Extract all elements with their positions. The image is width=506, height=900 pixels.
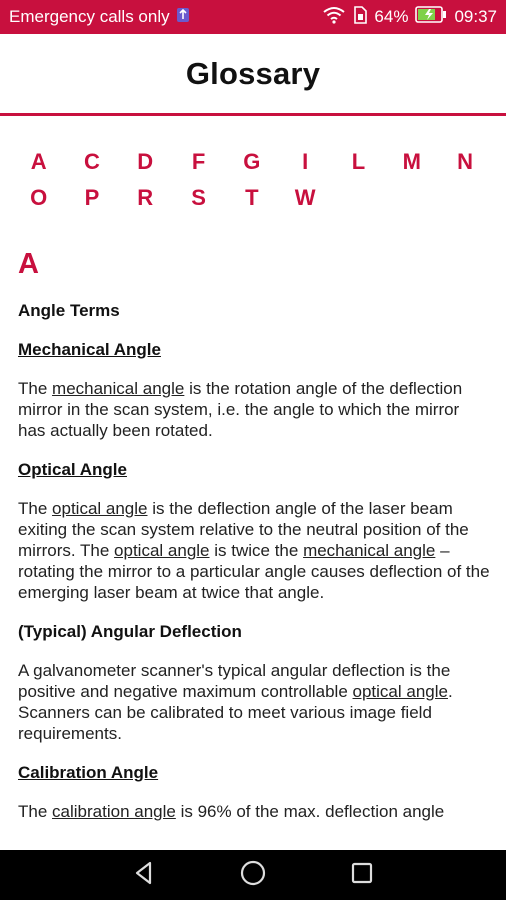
status-left: [9, 7, 190, 28]
definition-paragraph: [18, 660, 490, 744]
subheading: Angle Terms: [18, 301, 120, 320]
back-button[interactable]: [124, 855, 164, 895]
alphabet-letter-l[interactable]: L: [351, 149, 366, 174]
alphabet-letter-r[interactable]: R: [137, 185, 154, 210]
alphabet-letter-m[interactable]: M: [402, 149, 421, 174]
status-right: [322, 6, 497, 29]
alphabet-letter-i[interactable]: I: [302, 149, 309, 174]
section-body: [18, 300, 490, 840]
term-link[interactable]: optical angle: [52, 499, 148, 518]
term-link[interactable]: optical angle: [114, 541, 210, 560]
wifi-icon: [322, 6, 346, 29]
battery-charging-icon: [415, 6, 447, 28]
home-icon: [239, 859, 267, 892]
term-heading: Optical Angle: [18, 460, 127, 479]
alphabet-letter-f[interactable]: F: [191, 149, 206, 174]
status-bar: [0, 0, 506, 34]
usb-debug-icon: [176, 7, 190, 28]
page-title: Glossary: [185, 55, 321, 91]
alphabet-letter-c[interactable]: C: [84, 149, 100, 174]
alphabet-letter-s[interactable]: S: [191, 185, 206, 210]
battery-percent: 64%: [374, 7, 409, 26]
text-span: is the rotation angle of the deflection mirror in the scan system, i.e. the angle to which the mirror has actually been rotated.: [18, 379, 463, 440]
term-heading: (Typical) Angular Deflection: [18, 622, 242, 641]
definition-paragraph: [18, 378, 490, 441]
recents-icon: [350, 861, 374, 890]
alphabet-letter-a[interactable]: A: [30, 149, 47, 174]
alphabet-letter-t[interactable]: T: [245, 185, 259, 210]
alphabet-letter-d[interactable]: D: [137, 149, 154, 174]
text-span: The: [18, 379, 53, 398]
glossary-content[interactable]: [0, 116, 506, 850]
term-link[interactable]: mechanical angle: [52, 379, 185, 398]
term-link[interactable]: optical angle: [352, 682, 448, 701]
text-span: The: [18, 802, 53, 821]
recents-button[interactable]: [342, 855, 382, 895]
text-span: – rotating the mirror to a particular angle causes deflection of the emerging laser beam at twice that angle.: [18, 541, 490, 602]
alphabet-letter-o[interactable]: O: [30, 185, 48, 210]
text-span: . Scanners can be calibrated to meet various image field requirements.: [18, 682, 453, 743]
definition-paragraph: [18, 801, 490, 822]
text-span: is the deflection angle of the laser beam exiting the scan system relative to the neutral position of the mirrors. The: [18, 499, 469, 560]
alphabet-letter-p[interactable]: P: [84, 185, 100, 210]
alphabet-index: [12, 144, 492, 216]
term-heading: Mechanical Angle: [18, 340, 161, 359]
navigation-bar: [0, 850, 506, 900]
text-span: is twice the: [209, 541, 304, 560]
alphabet-letter-n[interactable]: N: [457, 149, 473, 174]
definition-paragraph: [18, 498, 490, 603]
term-link[interactable]: mechanical angle: [303, 541, 436, 560]
alphabet-letter-g[interactable]: G: [243, 149, 261, 174]
section-heading: A: [18, 248, 39, 280]
text-span: is 96% of the max. deflection angle: [175, 802, 445, 821]
home-button[interactable]: [233, 855, 273, 895]
clock: 09:37: [454, 7, 497, 26]
carrier-text: Emergency calls only: [9, 7, 170, 26]
app-bar: [0, 34, 506, 116]
text-span: The: [18, 499, 53, 518]
alphabet-letter-w[interactable]: W: [294, 185, 316, 210]
back-icon: [131, 860, 157, 891]
text-span: A galvanometer scanner's typical angular deflection is the positive and negative maximum controllable: [18, 661, 451, 701]
term-heading: Calibration Angle: [18, 763, 159, 782]
term-link[interactable]: calibration angle: [52, 802, 176, 821]
sim-icon: [353, 6, 367, 29]
